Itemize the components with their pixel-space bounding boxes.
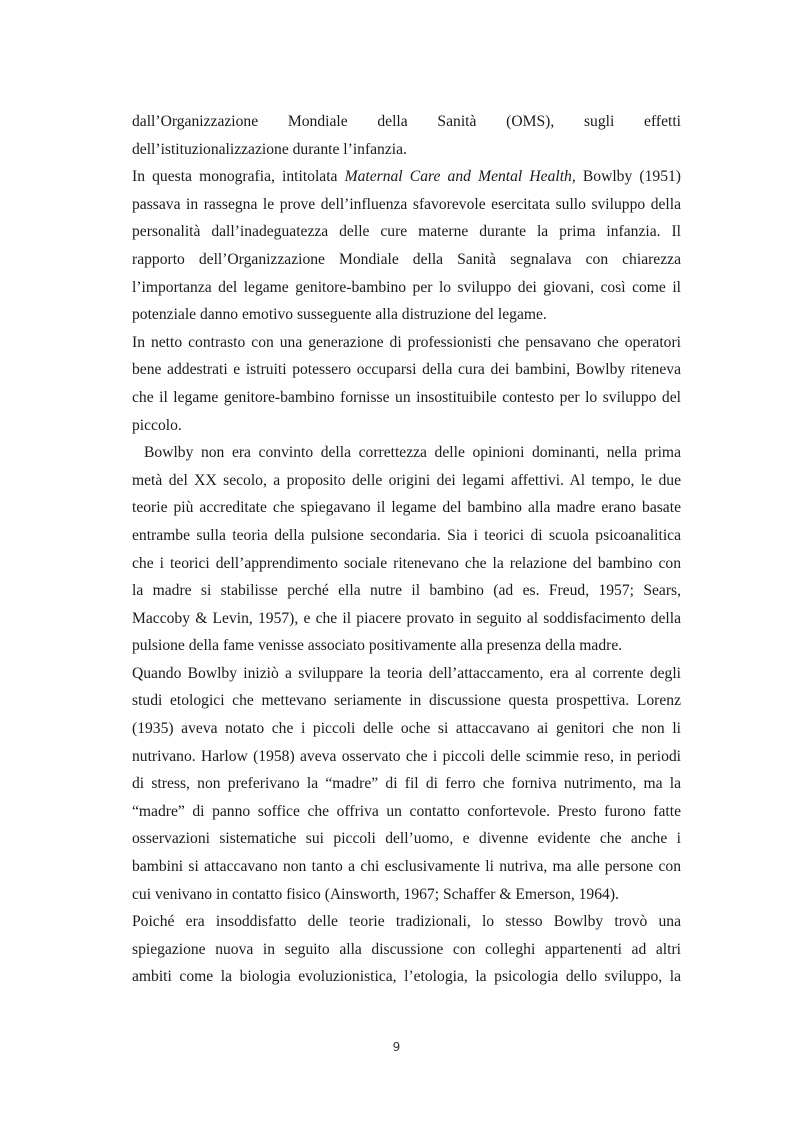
- text-line: personalità dall’inadeguatezza delle cure materne durante la prima infanzia. Il: [132, 223, 681, 241]
- text-line: nutrivano. Harlow (1958) aveva osservato che i piccoli delle scimmie reso, in periodi: [132, 747, 681, 765]
- text-line: l’importanza del legame genitore-bambino per lo sviluppo dei giovani, così come il: [132, 278, 681, 296]
- text-line: teorie più accreditate che spiegavano il legame del bambino alla madre erano basate: [132, 499, 681, 517]
- paragraph: [132, 439, 681, 660]
- text-line: bene addestrati e istruiti potessero occuparsi della cura dei bambini, Bowlby riteneva: [132, 361, 681, 379]
- paragraph: [132, 660, 681, 908]
- text-line: Bowlby non era convinto della correttezza delle opinioni dominanti, nella prima: [144, 444, 681, 462]
- text-line: ambiti come la biologia evoluzionistica, l’etologia, la psicologia dello sviluppo, la: [132, 968, 681, 986]
- text-line: potenziale danno emotivo susseguente alla distruzione del legame.: [132, 306, 547, 324]
- page-number: 9: [392, 1040, 401, 1054]
- text-line: che i teorici dell’apprendimento sociale ritenevano che la relazione del bambino con: [132, 554, 681, 572]
- text-line: passava in rassegna le prove dell’influenza sfavorevole esercitata sullo sviluppo della: [132, 195, 681, 213]
- text-line: “madre” di panno soffice che offriva un contatto confortevole. Presto furono fatte: [132, 802, 681, 820]
- text-line: che il legame genitore-bambino fornisse un insostituibile contesto per lo sviluppo del: [132, 388, 681, 406]
- book-title: Maternal Care and Mental Health,: [344, 168, 576, 186]
- text-line: In netto contrasto con una generazione di professionisti che pensavano che operatori: [132, 333, 681, 351]
- text-line: bambini si attaccavano non tanto a chi esclusivamente li nutriva, ma alle persone con: [132, 858, 681, 876]
- text-line: di stress, non preferivano la “madre” di fil di ferro che forniva nutrimento, ma la: [132, 775, 681, 793]
- text-line: Poiché era insoddisfatto delle teorie tradizionali, lo stesso Bowlby trovò una: [132, 913, 681, 931]
- text-line: dell’istituzionalizzazione durante l’infanzia.: [132, 140, 407, 158]
- text-line: Quando Bowlby iniziò a sviluppare la teoria dell’attaccamento, era al corrente degli: [132, 664, 681, 682]
- text-line: rapporto dell’Organizzazione Mondiale della Sanità segnalava con chiarezza: [132, 250, 681, 268]
- text-line: In questa monografia, intitolata Maternal Care and Mental Health, Bowlby (1951): [132, 168, 681, 186]
- paragraph: [132, 908, 681, 991]
- paragraph: [132, 329, 681, 439]
- text-line: piccolo.: [132, 416, 182, 434]
- text-line: pulsione della fame venisse associato positivamente alla presenza della madre.: [132, 637, 623, 655]
- paragraph: [132, 163, 681, 329]
- text-line: cui venivano in contatto fisico (Ainsworth, 1967; Schaffer & Emerson, 1964).: [132, 885, 619, 903]
- text-line: (1935) aveva notato che i piccoli delle oche si attaccavano ai genitori che non li: [132, 720, 681, 738]
- text-line: osservazioni sistematiche sui piccoli dell’uomo, e divenne evidente che anche i: [132, 830, 681, 848]
- text-line: spiegazione nuova in seguito alla discussione con colleghi appartenenti ad altri: [132, 940, 681, 958]
- text-line: la madre si stabilisse perché ella nutre il bambino (ad es. Freud, 1957; Sears,: [132, 582, 681, 600]
- document-body: [132, 108, 681, 991]
- paragraph: [132, 108, 681, 163]
- text-line: entrambe sulla teoria della pulsione secondaria. Sia i teorici di scuola psicoanalitica: [132, 526, 681, 544]
- text-line: studi etologici che mettevano seriamente in discussione questa prospettiva. Lorenz: [132, 692, 681, 710]
- text-line: dall’Organizzazione Mondiale della Sanità (OMS), sugli effetti: [132, 113, 681, 130]
- text-line: Maccoby & Levin, 1957), e che il piacere provato in seguito al soddisfacimento della: [132, 609, 681, 627]
- text-line: metà del XX secolo, a proposito delle origini dei legami affettivi. Al tempo, le due: [132, 471, 681, 489]
